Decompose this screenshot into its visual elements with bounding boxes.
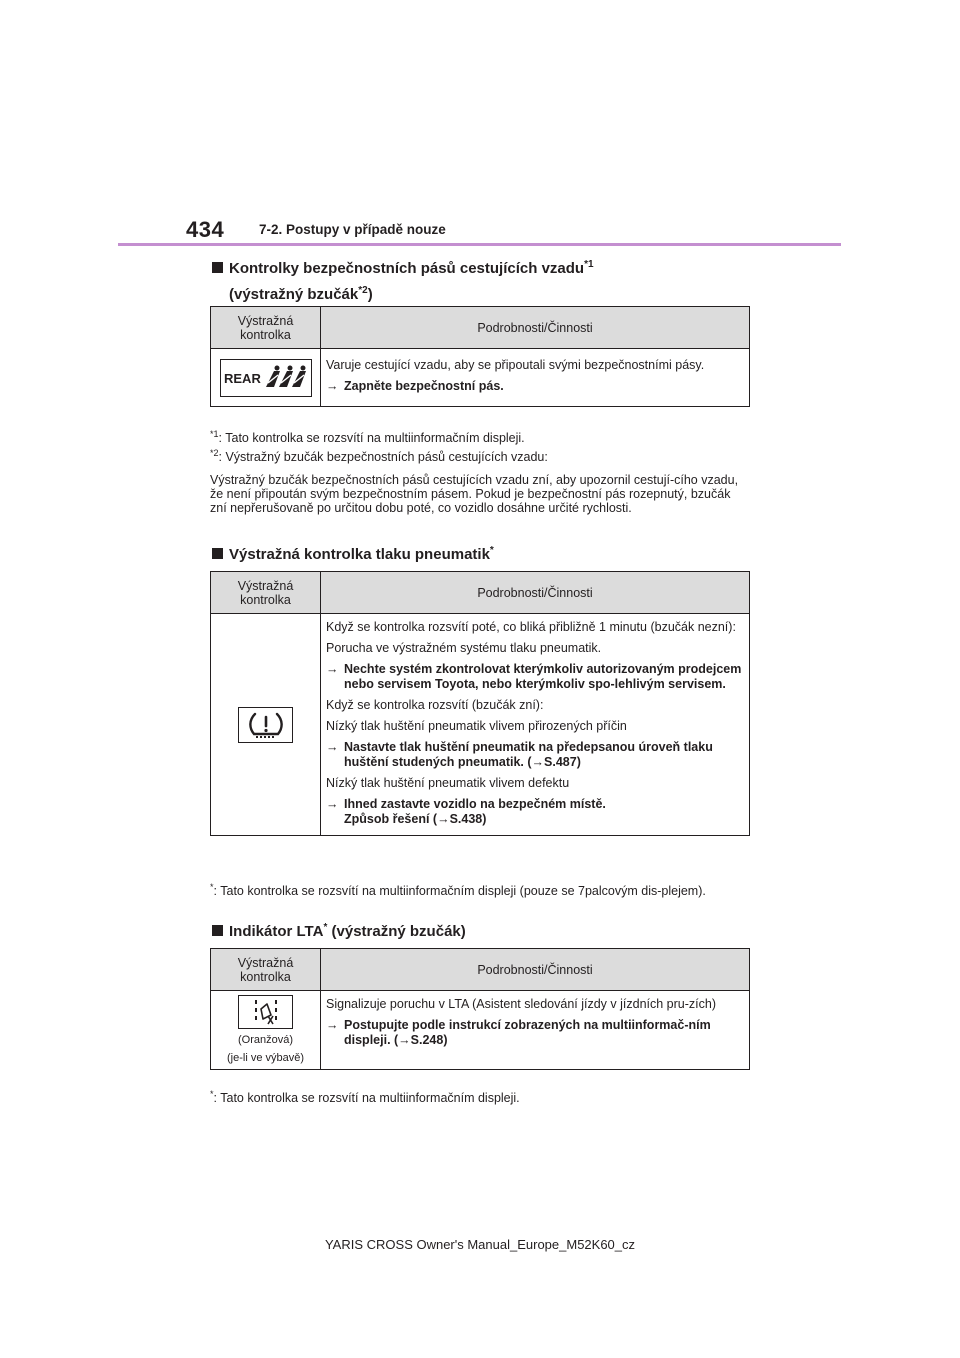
- section2-heading-text: Výstražná kontrolka tlaku pneumatik: [229, 546, 490, 563]
- arrow-icon: →: [326, 740, 339, 754]
- arrow-icon: →: [326, 1018, 339, 1032]
- section1-heading: [212, 254, 594, 306]
- arrow-icon: →: [326, 379, 339, 393]
- col-header-indicator: Výstražná kontrolka: [211, 949, 321, 991]
- section1-heading-text: Kontrolky bezpečnostních pásů cestujících vzadu: [229, 260, 585, 277]
- action-item: [326, 1018, 743, 1048]
- table-row: [211, 349, 750, 407]
- bullet-square-icon: [212, 548, 223, 559]
- section3-heading-text: Indikátor LTA: [229, 923, 324, 940]
- lta-warning-icon: [238, 995, 293, 1029]
- action-text: Ihned zastavte vozidlo na bezpečném místě.: [344, 797, 606, 811]
- detail-text: Varuje cestující vzadu, aby se připoutali svými bezpečnostními pásy.: [326, 358, 705, 372]
- detail-text: Porucha ve výstražném systému tlaku pneumatik.: [326, 641, 602, 655]
- action-text: Způsob řešení (→S.438): [344, 812, 487, 826]
- table-header-row: [211, 307, 750, 349]
- action-text: Nastavte tlak huštění pneumatik na předepsanou úroveň tlaku huštění studených pneumatik. (→S.487): [344, 740, 713, 769]
- details-cell: [321, 349, 750, 407]
- section3-heading: [212, 917, 466, 943]
- tire-pressure-table: [210, 571, 750, 836]
- table-header-row: [211, 949, 750, 991]
- tire-pressure-warning-icon: [238, 707, 293, 743]
- section3-heading-text-end: (výstražný bzučák): [327, 923, 466, 940]
- section1-heading-line2: (výstražný bzučák: [229, 286, 359, 303]
- col-header-details: Podrobnosti/Činnosti: [321, 307, 750, 349]
- indicator-cell: [211, 349, 321, 407]
- footnote-ref: *1: [584, 259, 594, 270]
- page-number: 434: [186, 217, 225, 242]
- table-row: [211, 614, 750, 836]
- rear-seatbelt-table: [210, 306, 750, 407]
- action-item: [326, 797, 743, 827]
- table-header-row: [211, 572, 750, 614]
- section-title: 7-2. Postupy v případě nouze: [259, 222, 446, 237]
- action-text: Postupujte podle instrukcí zobrazených na multiinformač-ním displeji. (→S.248): [344, 1018, 711, 1047]
- footnote-ref: *: [489, 545, 494, 556]
- col-header-indicator: Výstražná kontrolka: [211, 572, 321, 614]
- bullet-square-icon: [212, 925, 223, 936]
- section2-heading: [212, 540, 494, 566]
- footnote: *: Tato kontrolka se rozsvítí na multiinformačním displeji (pouze se 7palcovým dis-plejem).: [210, 882, 706, 899]
- detail-text: Nízký tlak huštění pneumatik vlivem přirozených příčin: [326, 719, 627, 733]
- footnote-ref: *2: [358, 285, 368, 296]
- col-header-details: Podrobnosti/Činnosti: [321, 949, 750, 991]
- header-divider: [118, 243, 841, 246]
- table-row: [211, 991, 750, 1070]
- footnote: $^{*2}$: Výstražný bzučák bezpečnostních pásů cestujících vzadu:: [210, 448, 548, 465]
- paragraph: Výstražný bzučák bezpečnostních pásů cestujících vzadu zní, aby upozornil cestují-cího vzadu, že není připoután svým bezpečnostním pásem. Pokud je bezpečnostní pás rozepnutý, bzučák zní nepřerušovaně po určitou dobu poté, co vozidlo dosáhne určité rychlosti.: [210, 473, 739, 515]
- action-text: Nechte systém zkontrolovat kterýmkoliv autorizovaným prodejcem nebo servisem Toyota, nebo kterýmkoliv spo-lehlivým servisem.: [344, 662, 742, 691]
- section1-heading-line2-end: ): [367, 286, 373, 303]
- footnote: *: Tato kontrolka se rozsvítí na multiinformačním displeji.: [210, 1089, 520, 1106]
- detail-text: Signalizuje poruchu v LTA (Asistent sledování jízdy v jízdních pru-zích): [326, 997, 716, 1011]
- detail-text: Když se kontrolka rozsvítí (bzučák zní):: [326, 698, 544, 712]
- rear-seatbelt-warning-icon: [220, 359, 312, 397]
- action-text: Zapněte bezpečnostní pás.: [344, 379, 504, 393]
- arrow-icon: →: [326, 662, 339, 676]
- bullet-square-icon: [212, 262, 223, 273]
- detail-text: Nízký tlak huštění pneumatik vlivem defektu: [326, 776, 570, 790]
- document-footer: YARIS CROSS Owner's Manual_Europe_M52K60_cz: [324, 1237, 636, 1252]
- lta-indicator-table: [210, 948, 750, 1070]
- icon-note: (je-li ve výbavě): [226, 1052, 305, 1064]
- details-cell: [321, 991, 750, 1070]
- detail-text: Když se kontrolka rozsvítí poté, co bliká přibližně 1 minutu (bzučák nezní):: [326, 620, 736, 634]
- arrow-icon: →: [326, 797, 339, 811]
- details-cell: [321, 614, 750, 836]
- footnote-ref: *: [323, 922, 328, 933]
- svg-text:REAR: REAR: [223, 370, 261, 386]
- col-header-details: Podrobnosti/Činnosti: [321, 572, 750, 614]
- footnote: $^{*1}$: Tato kontrolka se rozsvítí na multiinformačním displeji.: [210, 429, 525, 446]
- indicator-cell: [211, 614, 321, 836]
- action-item: [326, 379, 743, 394]
- action-item: [326, 740, 743, 770]
- action-item: [326, 662, 743, 692]
- col-header-indicator: Výstražná kontrolka: [211, 307, 321, 349]
- indicator-cell: [211, 991, 321, 1070]
- icon-note: (Oranžová): [237, 1034, 294, 1046]
